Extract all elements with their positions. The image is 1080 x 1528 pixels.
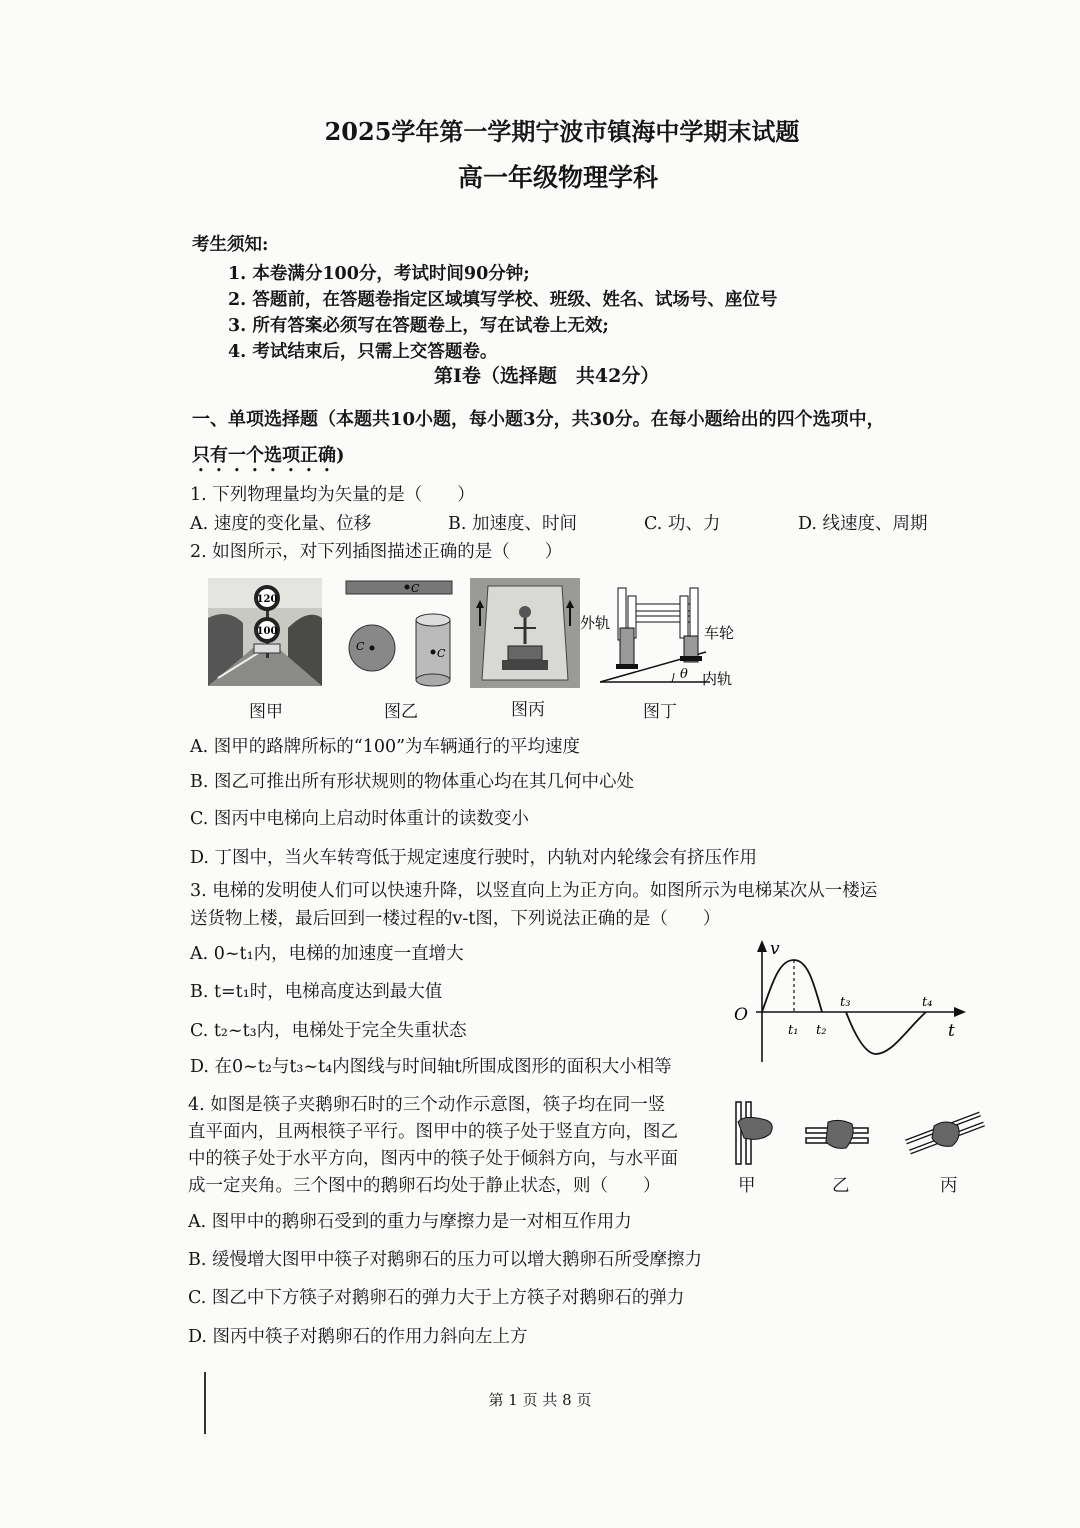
sign-120: 120 — [256, 594, 278, 605]
sign-100: 100 — [256, 626, 278, 637]
notice-item: 1. 本卷满分100分，考试时间90分钟; — [228, 264, 530, 284]
q2-option-a: A. 图甲的路牌所标的“100”为车辆通行的平均速度 — [190, 737, 581, 757]
notice-heading: 考生须知: — [192, 235, 269, 255]
q2-stem: 2. 如图所示，对下列插图描述正确的是（ ） — [190, 542, 563, 562]
part1-instructions: 一、单项选择题（本题共10小题，每小题3分，共30分。在每小题给出的四个选项中， — [192, 409, 885, 430]
figure-yi — [344, 578, 456, 688]
q4-option-b: B. 缓慢增大图甲中筷子对鹅卵石的压力可以增大鹅卵石所受摩擦力 — [188, 1250, 702, 1270]
q4-stem-2: 直平面内，且两根筷子平行。图甲中的筷子处于竖直方向，图乙 — [188, 1122, 678, 1142]
figure-jia — [208, 578, 322, 686]
q3-option-c: C. t₂~t₃内，电梯处于完全失重状态 — [190, 1021, 467, 1041]
q1-stem: 1. 下列物理量均为矢量的是（ ） — [190, 485, 475, 505]
t3-label: t₃ — [840, 995, 851, 1010]
elevator-scale — [470, 578, 580, 688]
notice-item: 2. 答题前，在答题卷指定区域填写学校、班级、姓名、试场号、座位号 — [228, 290, 778, 310]
q4-stem-4: 成一定夹角。三个图中的鹅卵石均处于静止状态，则（ ） — [188, 1176, 661, 1196]
q1-option-a: A. 速度的变化量、位移 — [190, 514, 372, 534]
q1-option-d: D. 线速度、周期 — [798, 514, 928, 534]
q4-option-c: C. 图乙中下方筷子对鹅卵石的弹力大于上方筷子对鹅卵石的弹力 — [188, 1288, 685, 1308]
label-inner-rail: 内轨 — [702, 670, 733, 688]
vt-graph-svg — [732, 938, 972, 1068]
q1-option-c: C. 功、力 — [644, 514, 721, 534]
q4-stem-3: 中的筷子处于水平方向，图丙中的筷子处于倾斜方向，与水平面 — [188, 1149, 678, 1169]
label-outer-rail: 外轨 — [580, 614, 611, 632]
t1-label: t₁ — [788, 1023, 799, 1038]
label-c-cylinder: C — [437, 647, 446, 660]
label-wheel: 车轮 — [704, 624, 735, 642]
figure-ding — [580, 574, 740, 692]
q2-option-b: B. 图乙可推出所有形状规则的物体重心均在其几何中心处 — [190, 772, 634, 792]
notice-item: 4. 考试结束后，只需上交答题卷。 — [228, 342, 498, 362]
emphasis-text: 只有一个选项正确 — [192, 445, 336, 466]
paren-close: ) — [336, 445, 345, 466]
q1-option-b: B. 加速度、时间 — [448, 514, 577, 534]
axis-v-label: v — [770, 939, 780, 959]
q3-option-d: D. 在0~t₂与t₃~t₄内图线与时间轴t所围成图形的面积大小相等 — [190, 1057, 672, 1077]
road-sign-photo — [208, 578, 322, 686]
t2-label: t₂ — [816, 1023, 827, 1038]
caption-chopstick-bing: 丙 — [940, 1176, 958, 1196]
part1-instructions-cont — [192, 441, 345, 476]
q3-option-a: A. 0~t₁内，电梯的加速度一直增大 — [190, 944, 464, 964]
caption-bing: 图丙 — [511, 700, 545, 720]
q4-option-a: A. 图甲中的鹅卵石受到的重力与摩擦力是一对相互作用力 — [188, 1212, 632, 1232]
vt-graph — [732, 938, 972, 1068]
label-c-bar: C — [411, 582, 420, 595]
caption-ding: 图丁 — [643, 702, 677, 722]
caption-chopstick-yi: 乙 — [832, 1176, 850, 1196]
q2-option-d: D. 丁图中，当火车转弯低于规定速度行驶时，内轨对内轮缘会有挤压作用 — [190, 848, 758, 868]
q4-stem-1: 4. 如图是筷子夹鹅卵石时的三个动作示意图，筷子均在同一竖 — [188, 1095, 666, 1115]
q3-stem: 3. 电梯的发明使人们可以快速升降，以竖直向上为正方向。如图所示为电梯某次从一楼运 — [190, 881, 878, 901]
q2-option-c: C. 图丙中电梯向上启动时体重计的读数变小 — [190, 809, 529, 829]
page-number: 第 1 页 共 8 页 — [488, 1391, 592, 1409]
q3-stem-cont: 送货物上楼，最后回到一楼过程的v-t图，下列说法正确的是（ ） — [190, 909, 721, 929]
notice-item: 3. 所有答案必须写在答题卷上，写在试卷上无效; — [228, 316, 609, 336]
t4-label: t₄ — [922, 995, 933, 1010]
label-theta: θ — [680, 667, 688, 682]
q3-option-b: B. t=t₁时，电梯高度达到最大值 — [190, 982, 443, 1002]
exam-subtitle: 高一年级物理学科 — [457, 163, 658, 192]
caption-jia: 图甲 — [249, 702, 283, 722]
q4-option-d: D. 图丙中筷子对鹅卵石的作用力斜向左上方 — [188, 1327, 528, 1347]
caption-yi: 图乙 — [384, 702, 418, 722]
banked-track-diagram — [580, 574, 740, 692]
label-c-sphere: C — [356, 640, 365, 653]
section-title: 第Ⅰ卷（选择题 共42分） — [434, 365, 660, 387]
exam-title: 2025学年第一学期宁波市镇海中学期末试题 — [324, 117, 800, 146]
origin-label: O — [734, 1005, 748, 1025]
figure-bing — [470, 578, 580, 688]
caption-chopstick-jia: 甲 — [738, 1176, 756, 1196]
axis-t-label: t — [948, 1021, 955, 1041]
gravity-center-shapes — [344, 578, 456, 688]
